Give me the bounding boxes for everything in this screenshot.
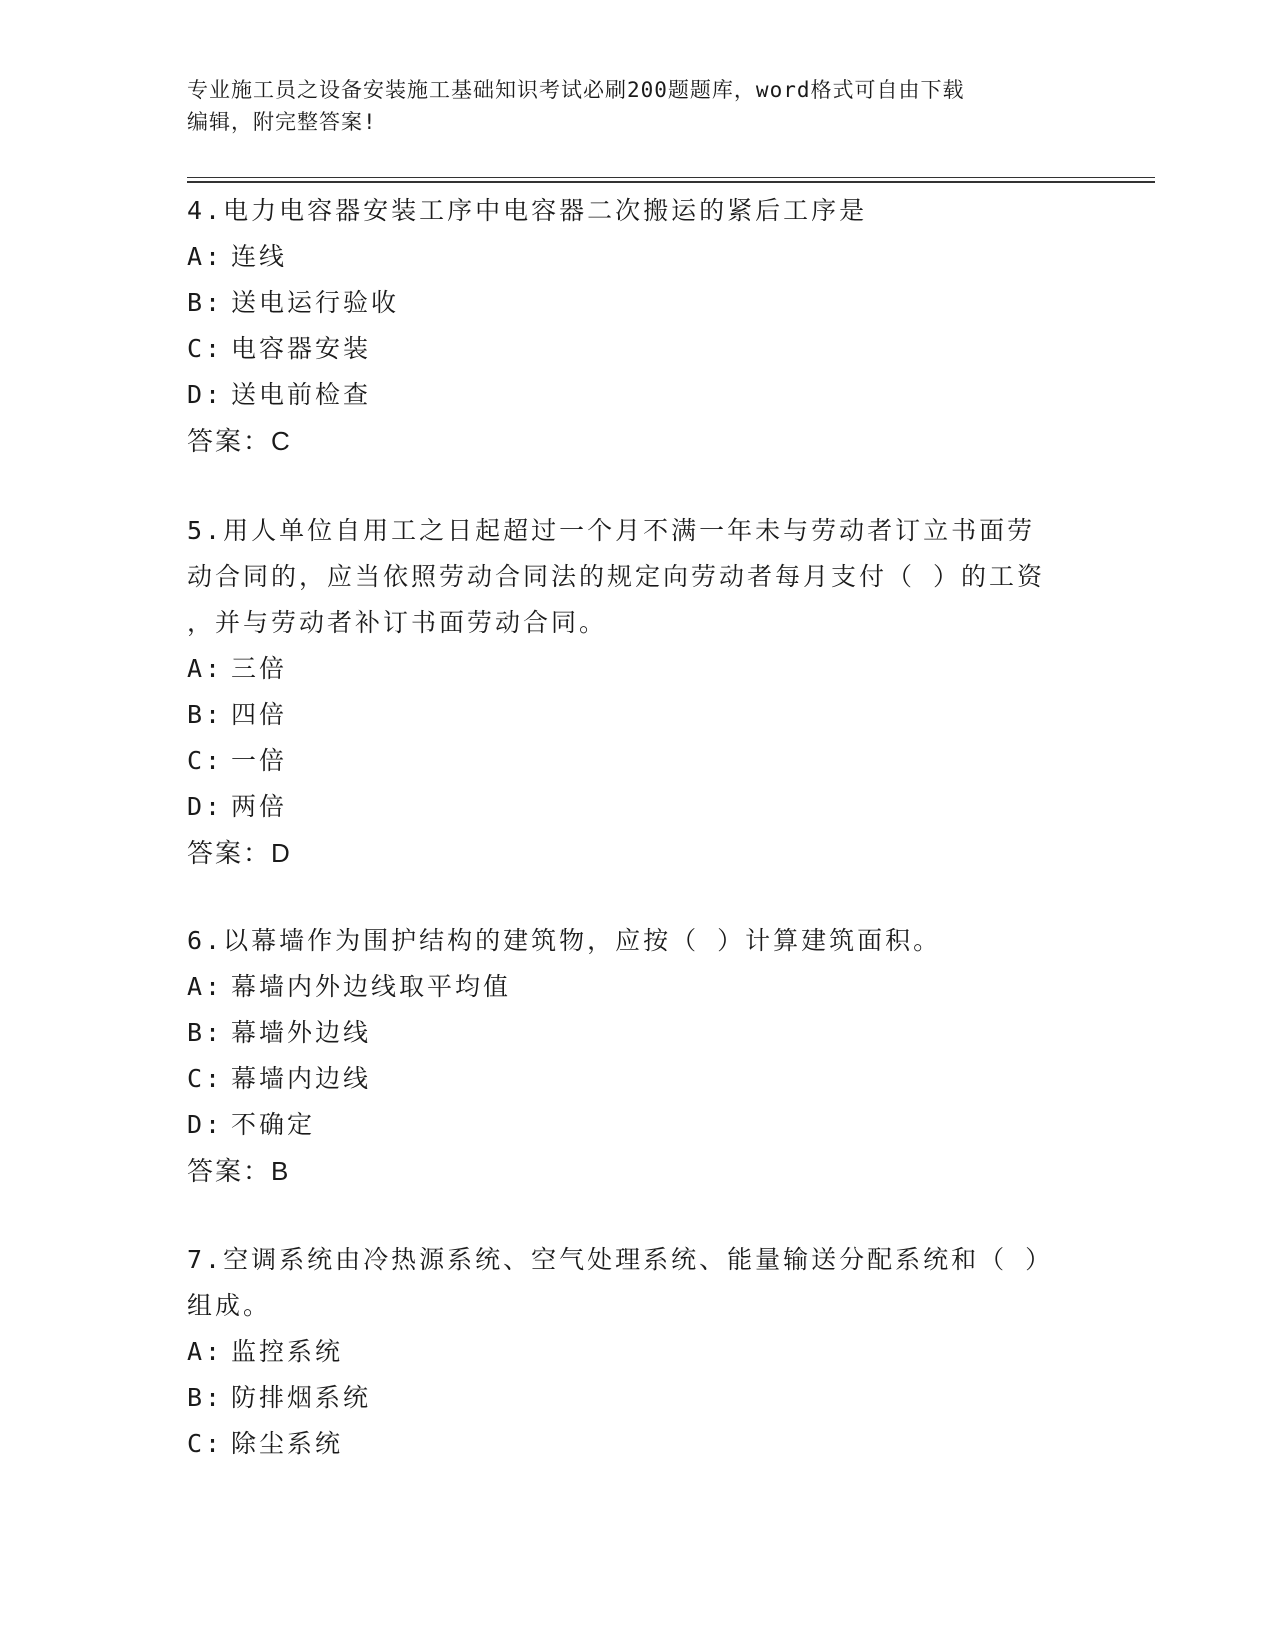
question-stem-line: 组成。 xyxy=(187,1291,272,1320)
question-stem-line: 7.空调系统由冷热源系统、空气处理系统、能量输送分配系统和（ ） xyxy=(187,1245,1054,1274)
option-text: 防排烟系统 xyxy=(231,1383,372,1412)
option-key: A: xyxy=(187,242,224,271)
answer-line: 答案：C xyxy=(187,426,292,456)
question-stem-line: 5.用人单位自用工之日起超过一个月不满一年未与劳动者订立书面劳 xyxy=(187,516,1036,545)
option-key: A: xyxy=(187,1337,224,1366)
answer-line: 答案：B xyxy=(187,1156,291,1186)
question-6 xyxy=(187,918,1087,1194)
header-line-1: 专业施工员之设备安装施工基础知识考试必刷200题题库，word格式可自由下载 xyxy=(187,78,965,102)
option-a xyxy=(187,234,1087,280)
option-b xyxy=(187,280,1087,326)
option-text: 除尘系统 xyxy=(231,1429,344,1458)
option-d xyxy=(187,372,1087,418)
option-text: 幕墙内外边线取平均值 xyxy=(231,972,512,1001)
header-divider-thick xyxy=(187,181,1155,183)
option-d xyxy=(187,784,1087,830)
option-key: C: xyxy=(187,1429,224,1458)
question-stem-line: 4.电力电容器安装工序中电容器二次搬运的紧后工序是 xyxy=(187,196,868,225)
option-c xyxy=(187,738,1087,784)
option-text: 送电前检查 xyxy=(231,380,372,409)
option-c xyxy=(187,326,1087,372)
option-key: D: xyxy=(187,1110,224,1139)
option-c xyxy=(187,1056,1087,1102)
question-5 xyxy=(187,508,1087,876)
option-key: D: xyxy=(187,792,224,821)
option-key: A: xyxy=(187,654,224,683)
question-stem-line: ，并与劳动者补订书面劳动合同。 xyxy=(187,608,608,637)
option-key: D: xyxy=(187,380,224,409)
question-stem-line: 6.以幕墙作为围护结构的建筑物，应按（ ）计算建筑面积。 xyxy=(187,926,942,955)
option-key: A: xyxy=(187,972,224,1001)
option-text: 送电运行验收 xyxy=(231,288,400,317)
option-key: C: xyxy=(187,334,224,363)
option-text: 幕墙内边线 xyxy=(231,1064,372,1093)
header-divider-thin xyxy=(187,177,1155,178)
option-text: 两倍 xyxy=(231,792,288,821)
option-b xyxy=(187,692,1087,738)
option-text: 电容器安装 xyxy=(231,334,372,363)
option-text: 不确定 xyxy=(231,1110,316,1139)
header-line-2: 编辑，附完整答案! xyxy=(187,110,377,134)
document-header xyxy=(187,74,1077,138)
option-b xyxy=(187,1375,1087,1421)
option-a xyxy=(187,646,1087,692)
option-d xyxy=(187,1102,1087,1148)
question-stem-line: 动合同的，应当依照劳动合同法的规定向劳动者每月支付（ ）的工资 xyxy=(187,562,1046,591)
option-text: 监控系统 xyxy=(231,1337,344,1366)
option-a xyxy=(187,1329,1087,1375)
option-b xyxy=(187,1010,1087,1056)
option-c xyxy=(187,1421,1087,1467)
option-text: 幕墙外边线 xyxy=(231,1018,372,1047)
option-key: B: xyxy=(187,700,224,729)
option-key: C: xyxy=(187,1064,224,1093)
option-key: B: xyxy=(187,1018,224,1047)
option-text: 四倍 xyxy=(231,700,288,729)
question-4 xyxy=(187,188,1087,464)
option-key: B: xyxy=(187,288,224,317)
answer-line: 答案：D xyxy=(187,838,292,868)
option-key: B: xyxy=(187,1383,224,1412)
option-text: 连线 xyxy=(231,242,288,271)
option-text: 一倍 xyxy=(231,746,288,775)
option-text: 三倍 xyxy=(231,654,288,683)
option-a xyxy=(187,964,1087,1010)
question-7 xyxy=(187,1237,1087,1467)
option-key: C: xyxy=(187,746,224,775)
